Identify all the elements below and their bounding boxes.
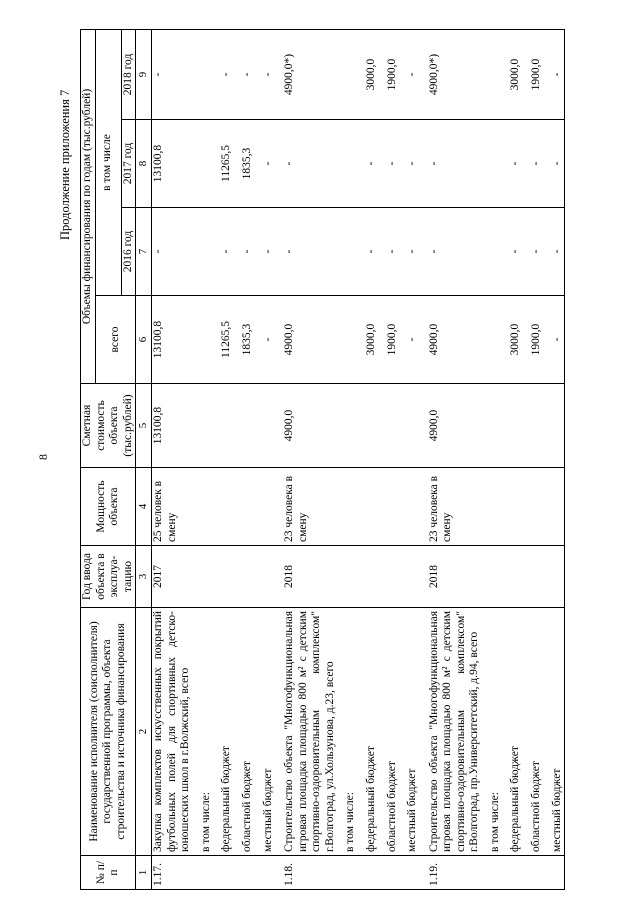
header-name: Наименование исполнителя (соисполнителя) государственной программы, объекта строительства и источника финансирования <box>81 608 136 856</box>
commission-year: 2018 <box>283 546 337 608</box>
object-name: Строительство объекта "Многофункциональная игровая площадка площадью 800 м² с детским спортивно-оздоровительным комплексом" г.Волгоград, пр.Университетский, д.94, всего <box>428 608 482 856</box>
amount-2016: - <box>428 208 482 296</box>
column-number: 7 <box>136 208 152 296</box>
amount-2016: - <box>255 208 276 296</box>
column-number: 2 <box>136 608 152 856</box>
column-number: 5 <box>136 384 152 468</box>
amount-2018: 1900,0 <box>523 29 544 119</box>
budget-source: федеральный бюджет <box>358 608 379 856</box>
including-label: в том числе: <box>482 608 503 856</box>
column-number-row <box>136 29 152 889</box>
estimated-cost: 4900,0 <box>283 384 337 468</box>
object-name: Строительство объекта "Многофункциональная игровая площадка площадью 800 м² с детским спортивно-оздоровительным комплексом" г.Волгоград, ул.Хользунова, д.23, всего <box>283 608 337 856</box>
amount-2017: - <box>523 120 544 208</box>
table-row <box>234 29 255 889</box>
table-row <box>152 29 193 889</box>
commission-year: 2017 <box>152 546 193 608</box>
continuation-title: Продолжение приложения 7 <box>58 89 72 240</box>
amount-2016: - <box>379 208 400 296</box>
financing-table <box>80 29 565 890</box>
amount-2018: - <box>544 29 565 119</box>
header-total: всего <box>95 296 136 384</box>
header-year: Год ввода объекта в эксплуа- тацию <box>81 546 136 608</box>
budget-source: федеральный бюджет <box>213 608 234 856</box>
header-2016: 2016 год <box>121 208 136 296</box>
estimated-cost: 4900,0 <box>428 384 482 468</box>
amount-2016: - <box>399 208 420 296</box>
column-number: 8 <box>136 120 152 208</box>
total-amount: 11265,5 <box>213 296 234 384</box>
header-cost: Сметная стоимость объекта (тыс.рублей) <box>81 384 136 468</box>
table-row <box>193 29 214 889</box>
amount-2018: 1900,0 <box>379 29 400 119</box>
table-row <box>283 29 337 889</box>
amount-2017: - <box>428 120 482 208</box>
amount-2017: - <box>399 120 420 208</box>
header-including: в том числе <box>95 29 121 295</box>
table-row <box>213 29 234 889</box>
total-amount: 4900,0 <box>283 296 337 384</box>
capacity: 25 человек в смену <box>152 468 193 546</box>
including-label: в том числе: <box>337 608 358 856</box>
column-number: 3 <box>136 546 152 608</box>
amount-2016: - <box>283 208 337 296</box>
amount-2018: 3000,0 <box>502 29 523 119</box>
including-label: в том числе: <box>193 608 214 856</box>
total-amount: 3000,0 <box>358 296 379 384</box>
budget-source: федеральный бюджет <box>502 608 523 856</box>
object-name: Закупка комплектов искусственных покрытий футбольных полей для спортивных детско-юношеских школ в г.Волжский, всего <box>152 608 193 856</box>
amount-2017: 1835,3 <box>234 120 255 208</box>
amount-2018: - <box>152 29 193 119</box>
amount-2018: - <box>213 29 234 119</box>
amount-2016: - <box>358 208 379 296</box>
total-amount: 13100,8 <box>152 296 193 384</box>
budget-source: областной бюджет <box>379 608 400 856</box>
amount-2017: - <box>283 120 337 208</box>
total-amount: - <box>399 296 420 384</box>
amount-2018: - <box>255 29 276 119</box>
amount-2017: - <box>379 120 400 208</box>
amount-2018: 4900,0*) <box>428 29 482 119</box>
amount-2016: - <box>544 208 565 296</box>
column-number: 4 <box>136 468 152 546</box>
amount-2017: - <box>255 120 276 208</box>
amount-2018: - <box>234 29 255 119</box>
amount-2018: 3000,0 <box>358 29 379 119</box>
budget-source: областной бюджет <box>523 608 544 856</box>
table-row <box>523 29 544 889</box>
total-amount: 1835,3 <box>234 296 255 384</box>
budget-source: областной бюджет <box>234 608 255 856</box>
total-amount: 4900,0 <box>428 296 482 384</box>
amount-2017: 13100,8 <box>152 120 193 208</box>
column-number: 9 <box>136 29 152 119</box>
header-capacity: Мощность объекта <box>81 468 136 546</box>
table-row <box>502 29 523 889</box>
amount-2017: - <box>502 120 523 208</box>
amount-2016: - <box>502 208 523 296</box>
table-row <box>337 29 358 889</box>
header-funding: Объемы финансирования по годам (тыс.рублей) <box>81 29 96 383</box>
table-row <box>379 29 400 889</box>
table-row <box>428 29 482 889</box>
table-row <box>255 29 276 889</box>
total-amount: 1900,0 <box>523 296 544 384</box>
amount-2016: - <box>523 208 544 296</box>
budget-source: местный бюджет <box>544 608 565 856</box>
total-amount: - <box>544 296 565 384</box>
row-number: 1.18. <box>283 856 337 890</box>
column-number: 1 <box>136 856 152 890</box>
header-num: № п/п <box>81 856 136 890</box>
capacity: 23 человека в смену <box>428 468 482 546</box>
amount-2018: 4900,0*) <box>283 29 337 119</box>
table-row <box>482 29 503 889</box>
rotated-page <box>16 20 621 890</box>
budget-source: местный бюджет <box>399 608 420 856</box>
amount-2017: - <box>358 120 379 208</box>
budget-source: местный бюджет <box>255 608 276 856</box>
total-amount: 3000,0 <box>502 296 523 384</box>
commission-year: 2018 <box>428 546 482 608</box>
table-row <box>399 29 420 889</box>
amount-2016: - <box>234 208 255 296</box>
column-number: 6 <box>136 296 152 384</box>
header-2017: 2017 год <box>121 120 136 208</box>
amount-2016: - <box>213 208 234 296</box>
total-amount: 1900,0 <box>379 296 400 384</box>
capacity: 23 человека в смену <box>283 468 337 546</box>
header-2018: 2018 год <box>121 29 136 119</box>
row-number: 1.17. <box>152 856 193 890</box>
page-number: 8 <box>36 454 50 460</box>
amount-2018: - <box>399 29 420 119</box>
row-number: 1.19. <box>428 856 482 890</box>
total-amount: - <box>255 296 276 384</box>
table-row <box>358 29 379 889</box>
estimated-cost: 13100,8 <box>152 384 193 468</box>
table-row <box>544 29 565 889</box>
amount-2017: - <box>544 120 565 208</box>
amount-2016: - <box>152 208 193 296</box>
amount-2017: 11265,5 <box>213 120 234 208</box>
